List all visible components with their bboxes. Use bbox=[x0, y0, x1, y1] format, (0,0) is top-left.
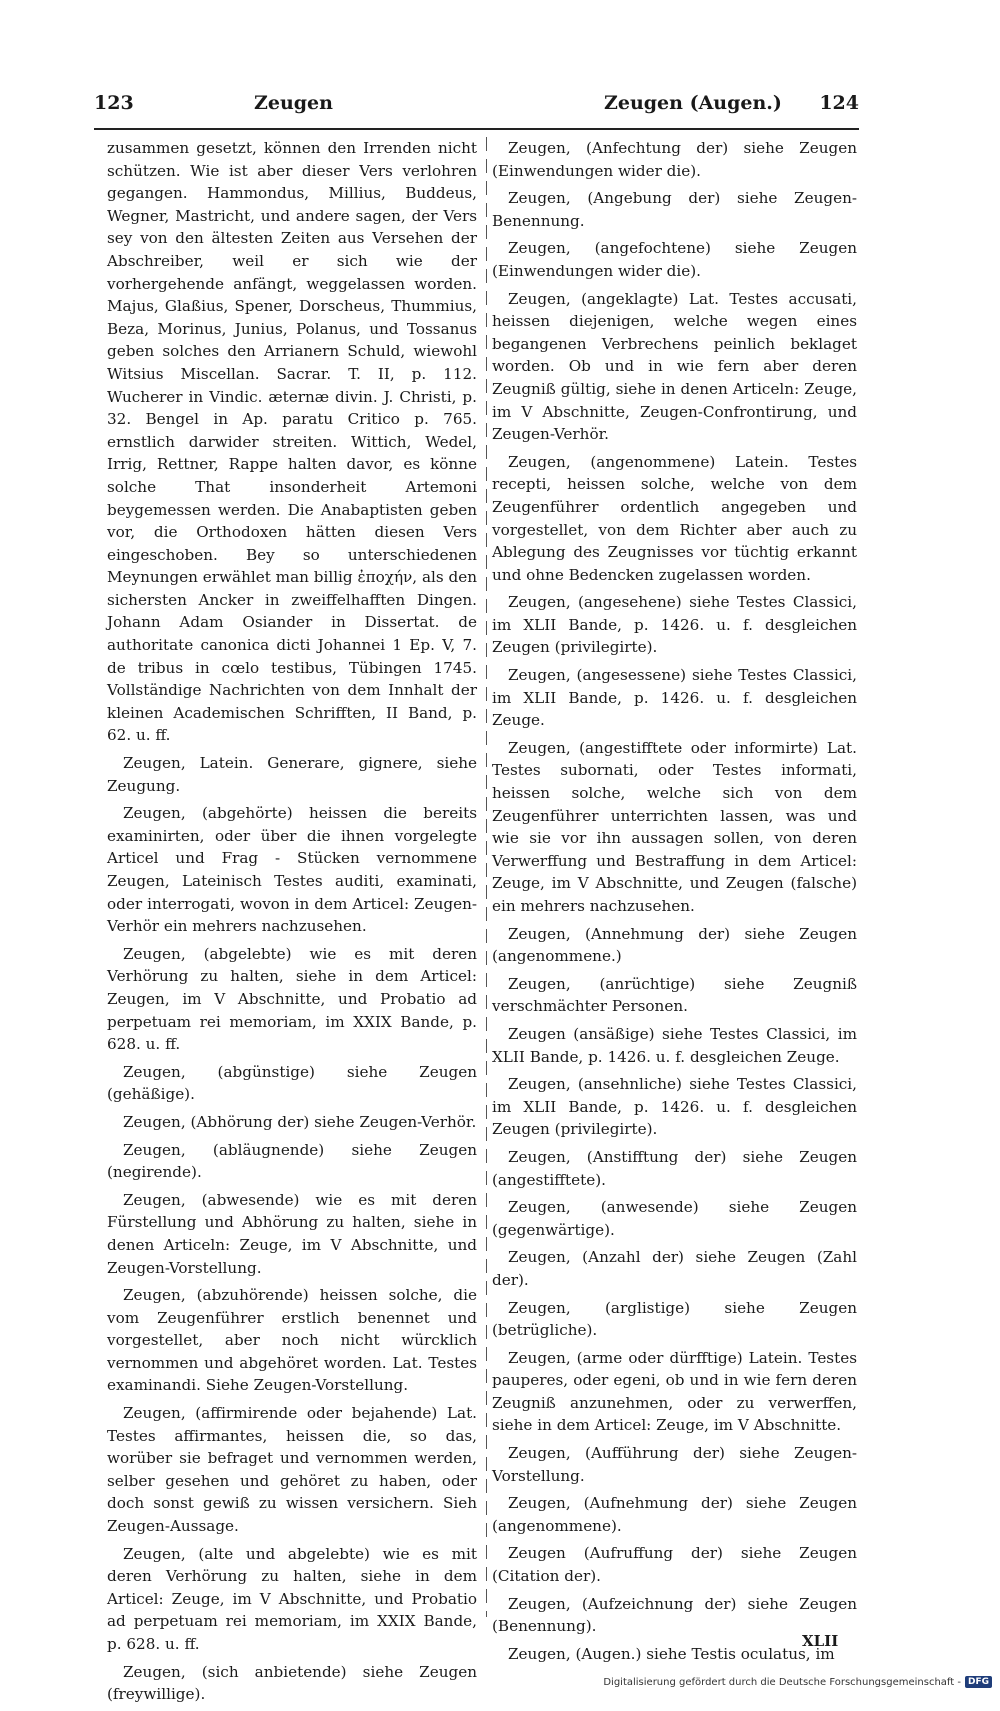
entry: Zeugen, (Anfechtung der) siehe Zeugen (Einwendungen wider die). bbox=[492, 139, 857, 180]
entry: Zeugen, (Anstifftung der) siehe Zeugen (angestifftete). bbox=[492, 1147, 857, 1189]
running-headword-left: Zeugen bbox=[254, 92, 333, 114]
entry: Zeugen, Latein. Generare, gignere, siehe Zeugung. bbox=[107, 754, 477, 795]
entry: Zeugen, (abgünstige) siehe Zeugen (gehäßige). bbox=[107, 1062, 477, 1104]
page-number-right: 124 bbox=[819, 92, 859, 114]
entry: Zeugen, (abzuhörende) heissen solche, die vom Zeugenführer erstlich benennet und vorgestellet, aber noch nicht würcklich vernommen und abgehöret worden. Lat. Testes examinandi. Siehe Zeugen-Vorstellung. bbox=[107, 1286, 477, 1395]
entry: Zeugen, (Aufzeichnung der) siehe Zeugen (Benennung). bbox=[492, 1594, 857, 1636]
right-column bbox=[492, 137, 857, 1670]
entry: Zeugen, (sich anbietende) siehe Zeugen (freywillige). bbox=[107, 1662, 477, 1704]
entry: Zeugen, (alte und abgelebte) wie es mit deren Verhörung zu halten, siehe in dem Articel: Zeuge, im V Abschnitte, und Probatio ad perpetuam rei memoriam, im XXIX Bande, p. 628. u. ff. bbox=[107, 1544, 477, 1653]
entry: Zeugen, (angenommene) Latein. Testes recepti, heissen solche, welche von dem Zeugenführer ordentlich angegeben und vorgestellet, von dem Richter aber auch zu Ablegung des Zeugnisses vor tüchtig erkannt und ohne Bedencken zugelassen worden. bbox=[492, 452, 857, 584]
entry: Zeugen, (abgehörte) heissen die bereits examinirten, oder über die ihnen vorgelegte Articel und Frag - Stücken vernommene Zeugen, Lateinisch Testes auditi, examinati, oder interrogati, wovon in dem Articel: Zeugen-Verhör ein mehrers nachzusehen. bbox=[107, 804, 477, 936]
header-rule bbox=[94, 128, 859, 130]
entry: Zeugen (ansäßige) siehe Testes Classici, im XLII Bande, p. 1426. u. f. desgleichen Zeuge. bbox=[492, 1024, 857, 1066]
footer-text: Digitalisierung gefördert durch die Deutsche Forschungsgemeinschaft - bbox=[603, 1676, 961, 1688]
catchword: XLII bbox=[802, 1632, 839, 1650]
entry: Zeugen, (ansehnliche) siehe Testes Classici, im XLII Bande, p. 1426. u. f. desgleichen Zeugen (privilegirte). bbox=[492, 1075, 857, 1139]
running-header bbox=[94, 92, 859, 122]
dfg-logo-icon: DFG bbox=[965, 1676, 992, 1688]
entry: Zeugen, (Angebung der) siehe Zeugen-Benennung. bbox=[492, 189, 857, 230]
entry: Zeugen, (abwesende) wie es mit deren Fürstellung und Abhörung zu halten, siehe in denen Articeln: Zeuge, im V Abschnitte, und Zeugen-Vorstellung. bbox=[107, 1190, 477, 1277]
entry: Zeugen (Aufruffung der) siehe Zeugen (Citation der). bbox=[492, 1544, 857, 1586]
entry: Zeugen, (abgelebte) wie es mit deren Verhörung zu halten, siehe in dem Articel: Zeugen, im V Abschnitte, und Probatio ad perpetuam rei memoriam, im XXIX Bande, p. 628. u. ff. bbox=[107, 944, 477, 1054]
entry: Zeugen, (Aufführung der) siehe Zeugen-Vorstellung. bbox=[492, 1444, 857, 1485]
entry: Zeugen, (affirmirende oder bejahende) Lat. Testes affirmantes, heissen die, so das, worüber sie befraget und vernommen werden, selber gesehen und gehöret zu haben, oder doch sonst gewiß zu wissen versichern. Sieh Zeugen-Aussage. bbox=[107, 1404, 477, 1536]
column-divider bbox=[486, 137, 487, 1617]
entry: Zeugen, (abläugnende) siehe Zeugen (negirende). bbox=[107, 1140, 477, 1182]
entry: Zeugen, (angeklagte) Lat. Testes accusati, heissen diejenigen, welche wegen eines begangenen Verbrechens peinlich beklaget worden. Ob und in wie fern aber deren Zeugniß gültig, siehe in denen Articeln: Zeuge, im V Abschnitte, Zeugen-Confrontirung, und Zeugen-Verhör. bbox=[492, 289, 857, 444]
entry: Zeugen, (anrüchtige) siehe Zeugniß verschmächter Personen. bbox=[492, 974, 857, 1016]
entry: Zeugen, (Anzahl der) siehe Zeugen (Zahl der). bbox=[492, 1248, 857, 1289]
running-headword-right: Zeugen (Augen.) bbox=[604, 92, 782, 114]
entry: zusammen gesetzt, können den Irrenden nicht schützen. Wie ist aber dieser Vers verlohren gegangen. Hammondus, Millius, Buddeus, Wegner, Mastricht, und andere sagen, der Vers sey von den ältesten Zeiten aus Versehen der Abschreiber, weil er sich wie der vorhergehende anfängt, weggelassen worden. Majus, Glaßius, Spener, Dorscheus, Thummius, Beza, Morinus, Junius, Polanus, und Tossanus geben solches den Arrianern Schuld, wiewohl Witsius Miscellan. Sacrar. T. II, p. 112. Wucherer in Vindic. æternæ divin. J. Christi, p. 32. Bengel in Ap. paratu Critico p. 765. ernstlich darwider streiten. Wittich, Wedel, Irrig, Rettner, Rappe halten davor, es könne solche That insonderheit Artemoni beygemessen werden. Die Anabaptisten geben vor, die Orthodoxen hätten diesen Vers eingeschoben. Bey so unterschiedenen Meynungen erwählet man billig ἐποχήν, als den sichersten Ancker in zweiffelhafften Dingen. Johann Adam Osiander in Dissertat. de authoritate canonica dicti Johannei 1 Ep. V, 7. de tribus in cœlo testibus, Tübingen 1745. Vollständige Nachrichten von dem Innhalt der kleinen Academischen Schrifften, II Band, p. 62. u. ff. bbox=[107, 139, 477, 745]
digitization-footer bbox=[603, 1676, 992, 1688]
entry: Zeugen, (arme oder dürfftige) Latein. Testes pauperes, oder egeni, ob und in wie fern deren Zeugniß anzunehmen, oder zu verwerffen, siehe in dem Articel: Zeuge, im V Abschnitte. bbox=[492, 1348, 857, 1435]
entry: Zeugen, (angesehene) siehe Testes Classici, im XLII Bande, p. 1426. u. f. desgleichen Zeugen (privilegirte). bbox=[492, 593, 857, 657]
entry: Zeugen, (arglistige) siehe Zeugen (betrügliche). bbox=[492, 1298, 857, 1340]
left-column bbox=[107, 137, 477, 1711]
entry: Zeugen, (angesessene) siehe Testes Classici, im XLII Bande, p. 1426. u. f. desgleichen Zeuge. bbox=[492, 666, 857, 730]
entry: Zeugen, (Annehmung der) siehe Zeugen (angenommene.) bbox=[492, 924, 857, 966]
entry: Zeugen, (Aufnehmung der) siehe Zeugen (angenommene). bbox=[492, 1494, 857, 1535]
entry: Zeugen, (angefochtene) siehe Zeugen (Einwendungen wider die). bbox=[492, 239, 857, 280]
entry: Zeugen, (angestifftete oder informirte) Lat. Testes subornati, oder Testes informati, heissen solche, welche sich von dem Zeugenführer unterrichten lassen, was und wie sie vor ihn aussagen sollen, von deren Verwerffung und Bestraffung in dem Articel: Zeuge, im V Abschnitte, und Zeugen (falsche) ein mehrers nachzusehen. bbox=[492, 738, 857, 915]
page-number-left: 123 bbox=[94, 92, 134, 114]
entry: Zeugen, (Augen.) siehe Testis oculatus, im bbox=[508, 1644, 835, 1663]
entry: Zeugen, (anwesende) siehe Zeugen (gegenwärtige). bbox=[492, 1198, 857, 1239]
entry: Zeugen, (Abhörung der) siehe Zeugen-Verhör. bbox=[123, 1112, 477, 1131]
